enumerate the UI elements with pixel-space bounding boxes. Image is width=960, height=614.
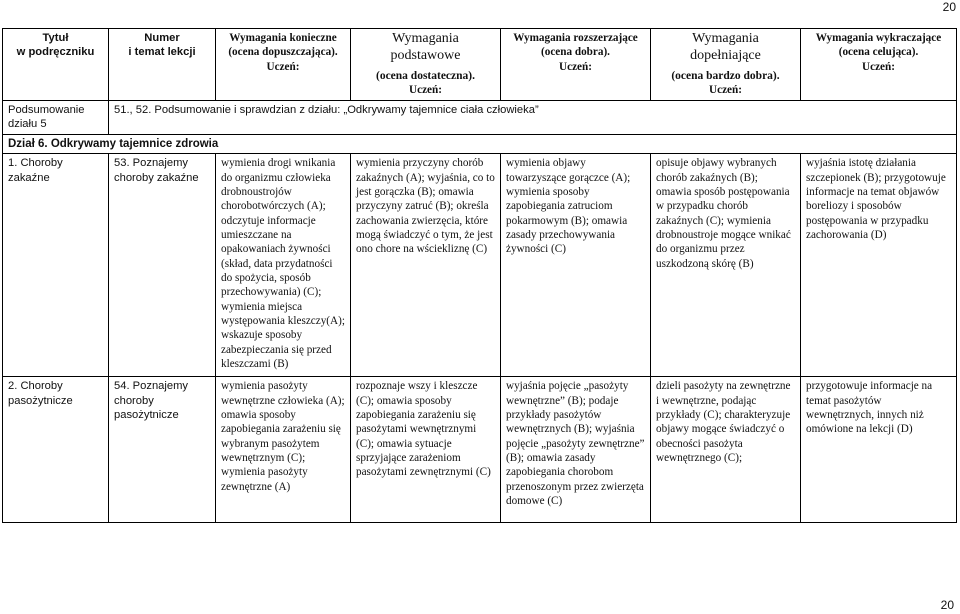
table-row bbox=[3, 377, 957, 523]
cell-dopelniajace: opisuje objawy wybranych chorób zakaźnych (B); omawia sposób postępowania w przypadku chorób zakaźnych (C); wymienia drobnoustroje mogące wnikać do organizmu przez uszkodzoną skórę (B) bbox=[651, 154, 801, 377]
cell-wykraczajace: przygotowuje informacje na temat pasożytów wewnętrznych, innych niż omówione na lekcji (D) bbox=[801, 377, 957, 523]
cell-konieczne: wymienia drogi wnikania do organizmu człowieka drobnoustrojów chorobotwórczych (A); odczytuje informacje umieszczane na opakowaniach żywności (skład, data przydatności do spożycia, sposób przechowywania) (C); wymienia miejsca występowania kleszczy(A); wskazuje sposoby zabezpieczania się przed kleszczami (B) bbox=[216, 154, 351, 377]
header-podstawowe: Wymagania podstawowe (ocena dostateczna). Uczeń: bbox=[351, 29, 501, 101]
cell-rozszerzajace: wymienia objawy towarzyszące gorączce (A); wymienia sposoby zapobiegania zatruciom pokarmowym (B); omawia zasady przechowywania żywności (C) bbox=[501, 154, 651, 377]
cell-wykraczajace: wyjaśnia istotę działania szczepionek (B); przygotowuje informacje na temat objawów boreliozy i sposobów postępowania w przypadku zachorowania (D) bbox=[801, 154, 957, 377]
cell-rozszerzajace: wyjaśnia pojęcie „pasożyty wewnętrzne” (B); podaje przykłady pasożytów wewnętrznych (B); wyjaśnia pojęcie „pasożyty zewnętrzne” (B); omawia zasady zapobiegania chorobom przenoszonym przez zwierzęta domowe (C) bbox=[501, 377, 651, 523]
table-row bbox=[3, 154, 957, 377]
cell-konieczne: wymienia pasożyty wewnętrzne człowieka (A); omawia sposoby zapobiegania zarażeniu się wybranym pasożytem wewnętrznym (C); wymienia pasożyty zewnętrzne (A) bbox=[216, 377, 351, 523]
summary-title: Podsumowanie działu 5 bbox=[3, 101, 109, 135]
summary-text: 51., 52. Podsumowanie i sprawdzian z działu: „Odkrywamy tajemnice ciała człowieka” bbox=[109, 101, 957, 135]
header-konieczne: Wymagania konieczne (ocena dopuszczająca). Uczeń: bbox=[216, 29, 351, 101]
header-lesson: Numer i temat lekcji bbox=[109, 29, 216, 101]
cell-podstawowe: rozpoznaje wszy i kleszcze (C); omawia sposoby zapobiegania zarażeniu się pasożytami wewnętrznymi (C); omawia sytuacje sprzyjające zarażeniom pasożytami zewnętrznymi (C) bbox=[351, 377, 501, 523]
header-wykraczajace: Wymagania wykraczające (ocena celująca). Uczeń: bbox=[801, 29, 957, 101]
header-rozszerzajace: Wymagania rozszerzające (ocena dobra). Uczeń: bbox=[501, 29, 651, 101]
summary-row bbox=[3, 101, 957, 135]
requirements-table bbox=[2, 28, 957, 523]
row-lesson: 53. Poznajemy choroby zakaźne bbox=[109, 154, 216, 377]
header-title: Tytuł w podręczniku bbox=[3, 29, 109, 101]
header-dopelniajace: Wymagania dopełniające (ocena bardzo dobra). Uczeń: bbox=[651, 29, 801, 101]
page-number-bottom: 20 bbox=[940, 598, 954, 612]
cell-podstawowe: wymienia przyczyny chorób zakaźnych (A); wyjaśnia, co to jest gorączka (B); omawia przyczyny zatruć (B); określa zachowania zwierzęcia, które mogą świadczyć o tym, że jest ono chore na wściekliznę (C) bbox=[351, 154, 501, 377]
row-title: 1. Choroby zakaźne bbox=[3, 154, 109, 377]
row-lesson: 54. Poznajemy choroby pasożytnicze bbox=[109, 377, 216, 523]
section-row bbox=[3, 134, 957, 154]
cell-dopelniajace: dzieli pasożyty na zewnętrzne i wewnętrzne, podając przykłady (C); charakteryzuje objawy mogące świadczyć o obecności pasożyta wewnętrznego (C); bbox=[651, 377, 801, 523]
row-title: 2. Choroby pasożytnicze bbox=[3, 377, 109, 523]
page-number-top: 20 bbox=[942, 0, 956, 14]
section-heading: Dział 6. Odkrywamy tajemnice zdrowia bbox=[3, 134, 957, 154]
table-header-row bbox=[3, 29, 957, 101]
